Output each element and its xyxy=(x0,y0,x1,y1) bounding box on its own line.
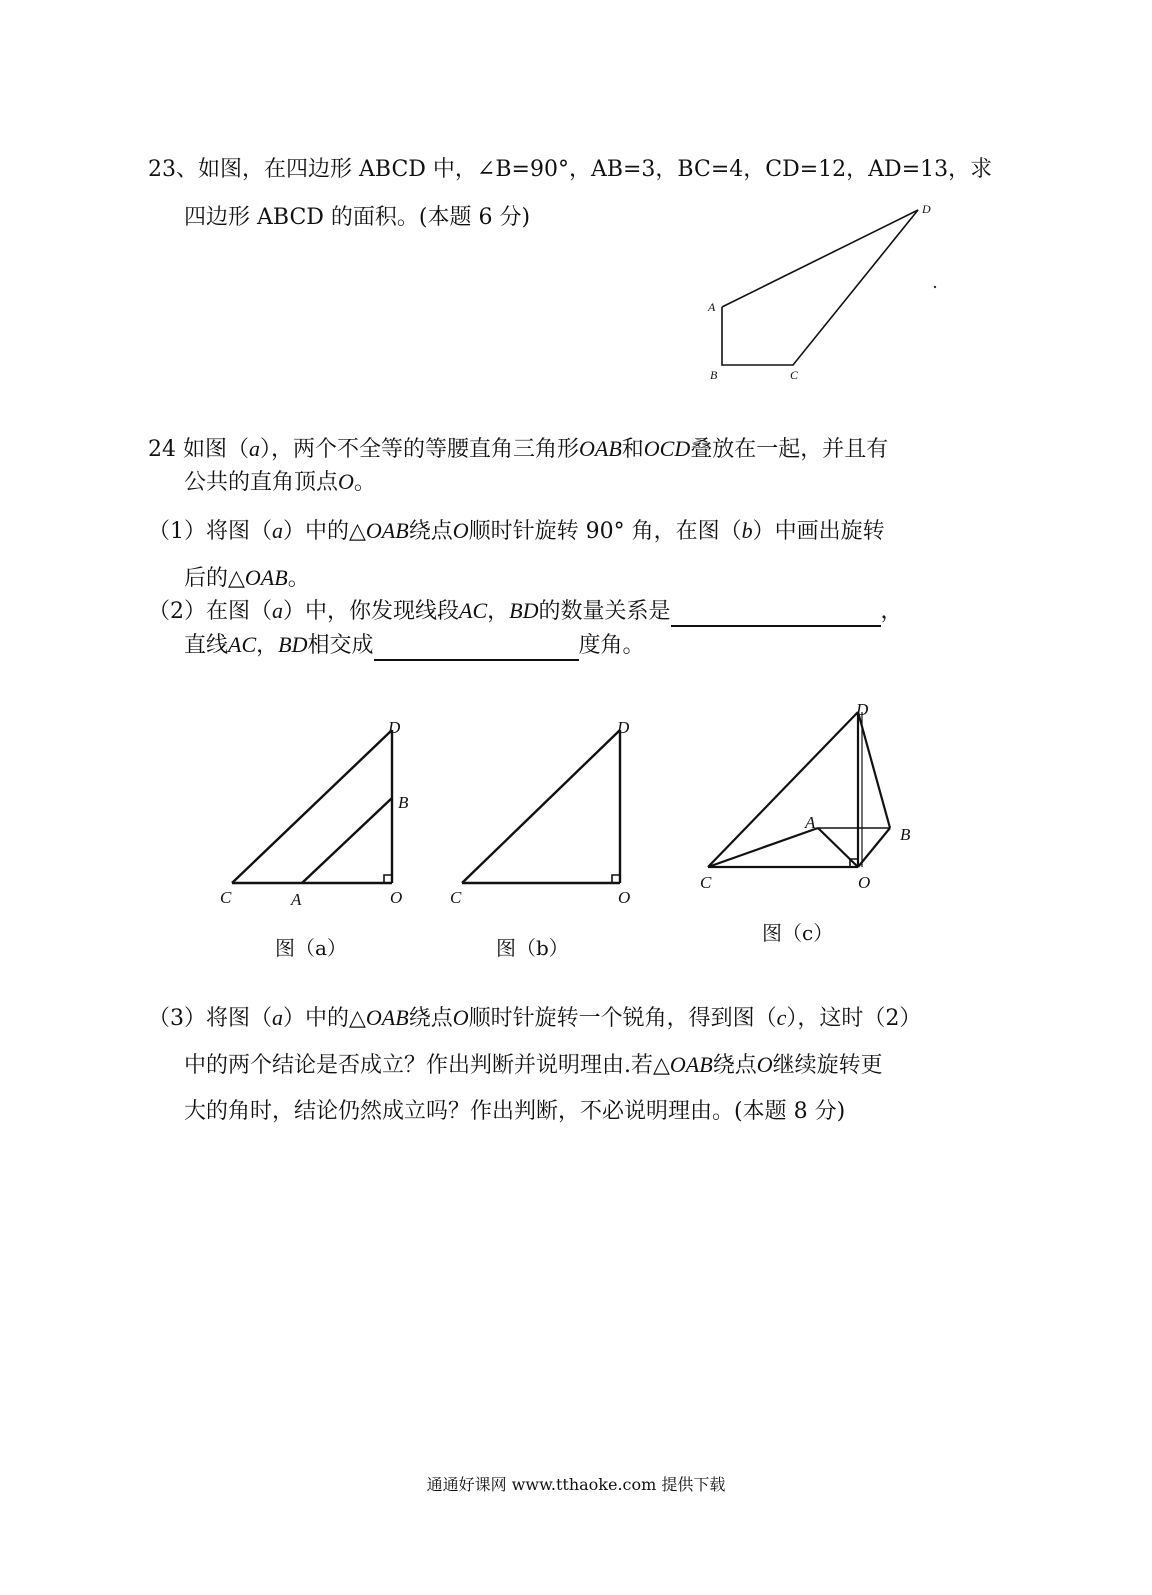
q23-line-2: 四边形 ABCD 的面积。(本题 6 分) xyxy=(184,205,531,230)
q24-intro-line-2: 公共的直角顶点O。 xyxy=(184,469,376,495)
fig-a-label-B: B xyxy=(398,793,409,812)
fig-a-label-D: D xyxy=(388,718,401,737)
q23-figure xyxy=(690,195,960,394)
fig-b-label-O: O xyxy=(618,888,631,907)
answer-blank-relation[interactable] xyxy=(671,601,881,627)
q24-part1-line-1: （1）将图（a）中的△OAB绕点O顺时针旋转 90° 角，在图（b）中画出旋转 xyxy=(148,518,885,544)
fig-a-label-A: A xyxy=(291,890,302,909)
q24-part3-line-3: 大的角时，结论仍然成立吗？作出判断，不必说明理由。(本题 8 分) xyxy=(184,1099,846,1124)
figure-b-caption: 图（b） xyxy=(496,936,569,960)
fig-a-label-C: C xyxy=(220,888,232,907)
answer-blank-angle[interactable] xyxy=(374,635,579,661)
q24-part2-line-2: 直线AC，BD相交成 度角。 xyxy=(184,630,645,661)
q23-label-A: A xyxy=(708,300,716,314)
fig-c-label-C: C xyxy=(700,873,712,892)
q23-label-D: D xyxy=(922,202,931,216)
fig-b-label-C: C xyxy=(450,888,462,907)
figure-b xyxy=(445,715,645,919)
q24-part1-line-2: 后的△OAB。 xyxy=(184,565,310,591)
figure-c xyxy=(690,695,930,904)
q23-label-C: C xyxy=(790,368,799,382)
figure-a-caption: 图（a） xyxy=(275,936,347,960)
q23-line-1: 23、如图，在四边形 ABCD 中，∠B=90°，AB=3，BC=4，CD=12，AD=13，求 xyxy=(148,157,993,182)
fig-c-label-D: D xyxy=(856,700,869,719)
fig-c-label-B: B xyxy=(900,825,911,844)
q24-part2-line-1: （2）在图（a）中，你发现线段AC，BD的数量关系是 ， xyxy=(148,596,903,627)
fig-c-label-A: A xyxy=(805,813,816,832)
q24-intro-line-1: 24 如图（a），两个不全等的等腰直角三角形OAB和OCD叠放在一起，并且有 xyxy=(148,436,889,462)
q23-label-B: B xyxy=(710,368,718,382)
page-footer: 通通好课网 www.tthaoke.com 提供下载 xyxy=(426,1475,726,1494)
q24-part3-line-1: （3）将图（a）中的△OAB绕点O顺时针旋转一个锐角，得到图（c），这时（2） xyxy=(148,1005,922,1031)
fig-c-label-O: O xyxy=(858,873,871,892)
figure-c-caption: 图（c） xyxy=(762,921,834,945)
fig-a-label-O: O xyxy=(390,888,403,907)
figure-a xyxy=(215,715,425,919)
q24-part3-line-2: 中的两个结论是否成立？作出判断并说明理由.若△OAB绕点O继续旋转更 xyxy=(184,1052,883,1078)
fig-b-label-D: D xyxy=(617,718,630,737)
